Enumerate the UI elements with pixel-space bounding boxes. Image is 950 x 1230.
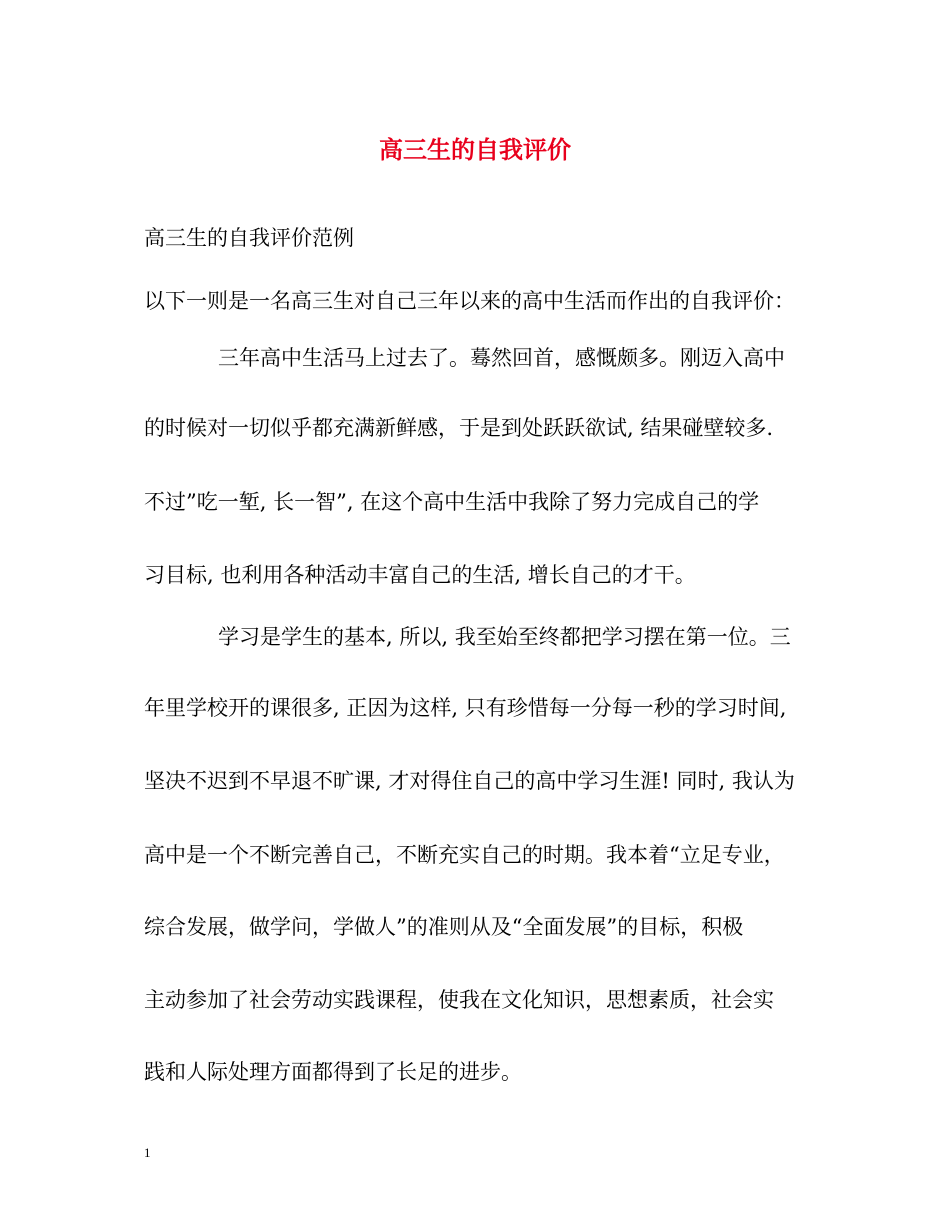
subtitle: 高三生的自我评价范例	[144, 226, 354, 250]
document-title: 高三生的自我评价	[379, 136, 571, 164]
paragraph2-line-4: 高中是一个不断完善自己，不断充实自己的时期。我本着“立足专业，	[144, 843, 785, 867]
paragraph2-line-3: 坚决不迟到不早退不旷课, 才对得住自己的高中学习生涯! 同时, 我认为	[144, 769, 795, 793]
paragraph2-line-2: 年里学校开的课很多, 正因为这样, 只有珍惜每一分每一秒的学习时间,	[144, 696, 787, 720]
paragraph2-line-6: 主动参加了社会劳动实践课程，使我在文化知识，思想素质，社会实	[144, 988, 774, 1012]
intro-line: 以下一则是一名高三生对自己三年以来的高中生活而作出的自我评价：	[144, 289, 795, 313]
page-number: 1	[144, 1145, 151, 1160]
paragraph2-line-7: 践和人际处理方面都得到了长足的进步。	[144, 1060, 522, 1084]
paragraph2-line-5: 综合发展，做学问，学做人”的准则从及“全面发展”的目标，积极	[144, 915, 744, 939]
paragraph1-line-4: 习目标, 也利用各种活动丰富自己的生活, 增长自己的才干。	[144, 563, 696, 587]
paragraph1-line-3: 不过”吃一堑, 长一智”, 在这个高中生活中我除了努力完成自己的学	[144, 490, 760, 514]
paragraph1-line-1: 三年高中生活马上过去了。蓦然回首，感慨颇多。刚迈入高中	[218, 346, 785, 370]
paragraph2-line-1: 学习是学生的基本, 所以, 我至始至终都把学习摆在第一位。三	[218, 625, 791, 649]
paragraph1-line-2: 的时候对一切似乎都充满新鲜感，于是到处跃跃欲试, 结果碰壁较多.	[144, 416, 774, 440]
